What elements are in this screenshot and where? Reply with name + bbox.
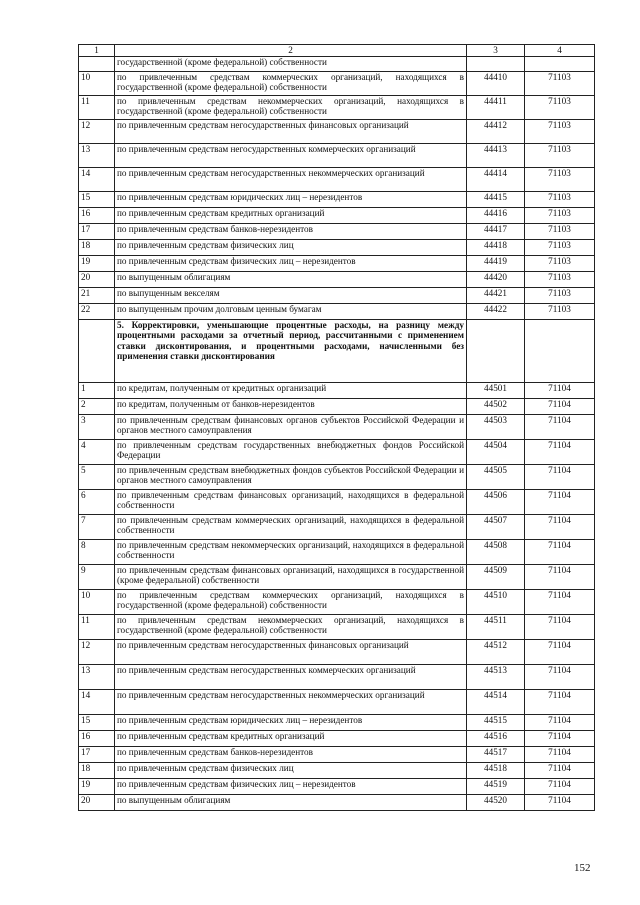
table-row	[79, 57, 595, 72]
row-number: 11	[79, 615, 115, 640]
header-col-4: 4	[525, 45, 595, 57]
row-number: 10	[79, 72, 115, 96]
row-number: 20	[79, 272, 115, 288]
table-row	[79, 72, 595, 96]
row-number: 14	[79, 690, 115, 715]
table-header-row	[79, 45, 595, 57]
row-code-col4: 71103	[525, 240, 595, 256]
row-description: по привлеченным средствам негосударственных финансовых организаций	[115, 120, 467, 144]
row-code-col3: 44507	[467, 515, 525, 540]
table-row	[79, 320, 595, 383]
row-description: по выпущенным прочим долговым ценным бумагам	[115, 304, 467, 320]
row-description: по выпущенным облигациям	[115, 795, 467, 811]
row-description: по привлеченным средствам коммерческих организаций, находящихся в государственной (кроме федеральной) собственности	[115, 72, 467, 96]
row-code-col4: 71104	[525, 490, 595, 515]
row-code-col4: 71104	[525, 747, 595, 763]
row-code-col3: 44508	[467, 540, 525, 565]
row-code-col3: 44512	[467, 640, 525, 665]
row-number: 19	[79, 779, 115, 795]
table-row	[79, 465, 595, 490]
row-description: по привлеченным средствам юридических лиц – нерезидентов	[115, 192, 467, 208]
row-code-col3: 44506	[467, 490, 525, 515]
row-code-col3: 44414	[467, 168, 525, 192]
row-code-col4: 71104	[525, 415, 595, 440]
row-number: 9	[79, 565, 115, 590]
row-number: 6	[79, 490, 115, 515]
row-code-col3: 44516	[467, 731, 525, 747]
row-code-col3: 44513	[467, 665, 525, 690]
row-description: по привлеченным средствам негосударственных финансовых организаций	[115, 640, 467, 665]
row-code-col4: 71104	[525, 615, 595, 640]
row-description: по привлеченным средствам финансовых организаций, находящихся в федеральной собственности	[115, 490, 467, 515]
row-code-col3: 44415	[467, 192, 525, 208]
table-row	[79, 690, 595, 715]
table-row	[79, 590, 595, 615]
row-number: 17	[79, 224, 115, 240]
row-number: 10	[79, 590, 115, 615]
table-row	[79, 795, 595, 811]
row-code-col3: 44412	[467, 120, 525, 144]
table-row	[79, 779, 595, 795]
table-row	[79, 256, 595, 272]
table-row	[79, 415, 595, 440]
row-code-col4: 71103	[525, 192, 595, 208]
page-number: 152	[574, 862, 591, 874]
row-code-col4: 71103	[525, 288, 595, 304]
row-code-col3: 44422	[467, 304, 525, 320]
row-number: 11	[79, 96, 115, 120]
row-description: по привлеченным средствам физических лиц – нерезидентов	[115, 779, 467, 795]
table-row	[79, 763, 595, 779]
row-code-col3: 44418	[467, 240, 525, 256]
row-code-col3: 44514	[467, 690, 525, 715]
table-row	[79, 224, 595, 240]
row-number: 1	[79, 383, 115, 399]
table-row	[79, 731, 595, 747]
table-row	[79, 665, 595, 690]
row-description: по привлеченным средствам кредитных организаций	[115, 731, 467, 747]
row-code-col3: 44518	[467, 763, 525, 779]
row-code-col3: 44520	[467, 795, 525, 811]
table-row	[79, 615, 595, 640]
table-row	[79, 288, 595, 304]
row-number: 5	[79, 465, 115, 490]
row-code-col3: 44517	[467, 747, 525, 763]
row-description: 5. Корректировки, уменьшающие процентные расходы, на разницу между процентными расходами за отчетный период, рассчитанными с применением ставки дисконтирования, и процентными расходами, начисленными без применения ставки дисконтирования	[115, 320, 467, 383]
row-code-col3: 44519	[467, 779, 525, 795]
row-description: по привлеченным средствам внебюджетных фондов субъектов Российской Федерации и органов местного самоуправления	[115, 465, 467, 490]
table-row	[79, 715, 595, 731]
row-code-col3: 44502	[467, 399, 525, 415]
row-description: по привлеченным средствам банков-нерезидентов	[115, 747, 467, 763]
header-col-3: 3	[467, 45, 525, 57]
row-code-col4: 71103	[525, 208, 595, 224]
row-code-col4: 71104	[525, 640, 595, 665]
row-number: 13	[79, 665, 115, 690]
row-code-col4: 71104	[525, 399, 595, 415]
header-col-1: 1	[79, 45, 115, 57]
row-code-col4: 71104	[525, 779, 595, 795]
table-row	[79, 515, 595, 540]
table-row	[79, 120, 595, 144]
row-code-col3: 44504	[467, 440, 525, 465]
row-code-col4: 71104	[525, 540, 595, 565]
row-code-col3: 44410	[467, 72, 525, 96]
row-code-col4: 71103	[525, 120, 595, 144]
table-row	[79, 640, 595, 665]
row-code-col4: 71104	[525, 590, 595, 615]
row-code-col4: 71103	[525, 256, 595, 272]
table-row	[79, 490, 595, 515]
row-description: по привлеченным средствам физических лиц – нерезидентов	[115, 256, 467, 272]
row-code-col3: 44413	[467, 144, 525, 168]
row-code-col4	[525, 57, 595, 72]
row-code-col3: 44510	[467, 590, 525, 615]
row-code-col3: 44503	[467, 415, 525, 440]
row-description: по кредитам, полученным от кредитных организаций	[115, 383, 467, 399]
row-code-col4: 71103	[525, 144, 595, 168]
row-number: 12	[79, 120, 115, 144]
table-row	[79, 96, 595, 120]
row-number: 4	[79, 440, 115, 465]
row-code-col4: 71103	[525, 72, 595, 96]
table-row	[79, 240, 595, 256]
row-description: по привлеченным средствам негосударственных некоммерческих организаций	[115, 690, 467, 715]
row-code-col4: 71103	[525, 272, 595, 288]
row-code-col3: 44420	[467, 272, 525, 288]
table-row	[79, 208, 595, 224]
row-description: по привлеченным средствам физических лиц	[115, 763, 467, 779]
row-number: 13	[79, 144, 115, 168]
table-row	[79, 168, 595, 192]
row-number: 15	[79, 715, 115, 731]
row-description: по привлеченным средствам некоммерческих организаций, находящихся в государственной (кроме федеральной) собственности	[115, 615, 467, 640]
table-row	[79, 440, 595, 465]
row-description: по привлеченным средствам юридических лиц – нерезидентов	[115, 715, 467, 731]
row-number: 16	[79, 731, 115, 747]
row-code-col4: 71103	[525, 168, 595, 192]
row-description: по привлеченным средствам физических лиц	[115, 240, 467, 256]
row-number: 2	[79, 399, 115, 415]
row-description: по привлеченным средствам некоммерческих организаций, находящихся в государственной (кроме федеральной) собственности	[115, 96, 467, 120]
row-number	[79, 320, 115, 383]
row-number: 3	[79, 415, 115, 440]
row-description: по кредитам, полученным от банков-нерезидентов	[115, 399, 467, 415]
row-code-col4: 71104	[525, 565, 595, 590]
row-code-col3: 44416	[467, 208, 525, 224]
table-row	[79, 304, 595, 320]
row-code-col4: 71103	[525, 224, 595, 240]
row-description: по выпущенным облигациям	[115, 272, 467, 288]
row-code-col4: 71104	[525, 795, 595, 811]
row-code-col3: 44419	[467, 256, 525, 272]
row-code-col3: 44511	[467, 615, 525, 640]
row-code-col3: 44505	[467, 465, 525, 490]
row-number: 7	[79, 515, 115, 540]
table-row	[79, 399, 595, 415]
row-code-col3: 44417	[467, 224, 525, 240]
row-code-col4: 71104	[525, 763, 595, 779]
row-code-col4: 71104	[525, 731, 595, 747]
table-row	[79, 192, 595, 208]
row-number: 20	[79, 795, 115, 811]
row-code-col4: 71103	[525, 304, 595, 320]
row-code-col3: 44515	[467, 715, 525, 731]
row-code-col4: 71104	[525, 690, 595, 715]
table-row	[79, 272, 595, 288]
row-number: 14	[79, 168, 115, 192]
row-code-col4: 71104	[525, 440, 595, 465]
row-number: 18	[79, 763, 115, 779]
row-code-col3	[467, 57, 525, 72]
table-row	[79, 747, 595, 763]
row-description: по привлеченным средствам кредитных организаций	[115, 208, 467, 224]
row-number: 12	[79, 640, 115, 665]
row-code-col3	[467, 320, 525, 383]
row-number: 8	[79, 540, 115, 565]
row-number: 22	[79, 304, 115, 320]
row-description: по привлеченным средствам финансовых организаций, находящихся в государственной (кроме федеральной) собственности	[115, 565, 467, 590]
table-row	[79, 144, 595, 168]
row-code-col4: 71104	[525, 665, 595, 690]
row-code-col4: 71104	[525, 383, 595, 399]
row-number: 19	[79, 256, 115, 272]
row-code-col3: 44509	[467, 565, 525, 590]
table-body	[79, 57, 595, 811]
row-number: 15	[79, 192, 115, 208]
row-description: по выпущенным векселям	[115, 288, 467, 304]
row-number: 21	[79, 288, 115, 304]
row-description: по привлеченным средствам негосударственных коммерческих организаций	[115, 665, 467, 690]
row-description: по привлеченным средствам коммерческих организаций, находящихся в государственной (кроме федеральной) собственности	[115, 590, 467, 615]
row-code-col4: 71104	[525, 515, 595, 540]
row-description: по привлеченным средствам государственных внебюджетных фондов Российской Федерации	[115, 440, 467, 465]
row-code-col4: 71103	[525, 96, 595, 120]
row-number: 16	[79, 208, 115, 224]
row-description: государственной (кроме федеральной) собственности	[115, 57, 467, 72]
row-number	[79, 57, 115, 72]
table-row	[79, 540, 595, 565]
row-description: по привлеченным средствам финансовых органов субъектов Российской Федерации и органов местного самоуправления	[115, 415, 467, 440]
row-number: 18	[79, 240, 115, 256]
row-description: по привлеченным средствам коммерческих организаций, находящихся в федеральной собственности	[115, 515, 467, 540]
row-code-col3: 44501	[467, 383, 525, 399]
row-code-col4: 71104	[525, 715, 595, 731]
header-col-2: 2	[115, 45, 467, 57]
row-code-col3: 44421	[467, 288, 525, 304]
row-code-col4: 71104	[525, 465, 595, 490]
row-code-col4	[525, 320, 595, 383]
row-description: по привлеченным средствам негосударственных некоммерческих организаций	[115, 168, 467, 192]
row-description: по привлеченным средствам некоммерческих организаций, находящихся в федеральной собственности	[115, 540, 467, 565]
row-description: по привлеченным средствам банков-нерезидентов	[115, 224, 467, 240]
table-row	[79, 383, 595, 399]
row-number: 17	[79, 747, 115, 763]
row-description: по привлеченным средствам негосударственных коммерческих организаций	[115, 144, 467, 168]
row-code-col3: 44411	[467, 96, 525, 120]
table-row	[79, 565, 595, 590]
document-table	[78, 44, 595, 811]
